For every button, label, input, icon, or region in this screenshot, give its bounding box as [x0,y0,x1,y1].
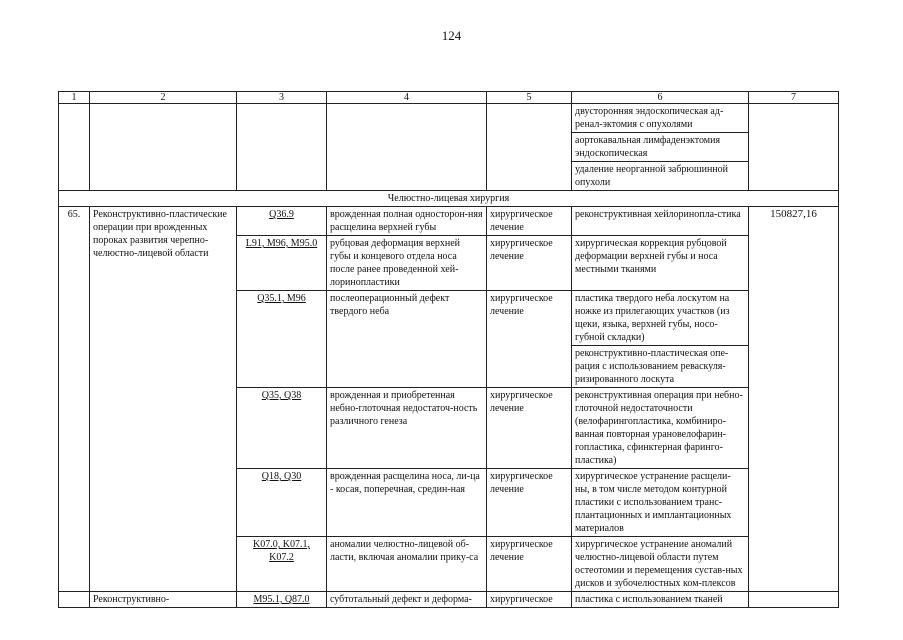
column-number: 2 [90,92,237,104]
treatment-cell: хирургическое лечение [487,236,572,291]
column-number: 6 [572,92,749,104]
treatment-table [58,91,839,608]
method-cell: двусторонняя эндоскопическая ад-ренал-эктомия с опухолями [572,104,749,133]
table-row [59,592,839,608]
icd-codes: Q18, Q30 [261,471,302,482]
operation-name: Реконструктивно- [90,592,237,608]
treatment-cell: хирургическое лечение [487,469,572,537]
method-cell: хирургическое устранение аномалий челюстно-лицевой области путем остеотомии и перемещения сустав-ных дисков и зубочелюстных ком-плексов [572,537,749,592]
method-cell: реконструктивная операция при небно-глоточной недостаточности (велофарингопластика, комбиниро-ванная повторная урановелофарин-гопластика, сфинктерная фаринго-пластика) [572,388,749,469]
page-number: 124 [441,28,462,43]
column-number: 7 [749,92,839,104]
diagnosis-cell: врожденная полная односторон-няя расщелина верхней губы [327,207,487,236]
treatment-cell: хирургическое лечение [487,388,572,469]
diagnosis-cell: рубцовая деформация верхней губы и концевого отдела носа после ранее проведенной хей-лоринопластики [327,236,487,291]
continuation-row [59,104,839,133]
method-cell: реконструктивная хейлоринопла-стика [572,207,749,236]
diagnosis-cell: аномалии челюстно-лицевой об-ласти, включая аномалии прику-са [327,537,487,592]
column-number-row [59,92,839,104]
method-cell: удаление неорганной забрюшинной опухоли [572,162,749,191]
diagnosis-cell: врожденная и приобретенная небно-глоточная недостаточ-ность различного генеза [327,388,487,469]
method-cell: хирургическая коррекция рубцовой деформации верхней губы и носа местными тканями [572,236,749,291]
method-cell: пластика твердого неба лоскутом на ножке из прилегающих участков (из щеки, языка, верхней губы, носо-губной складки) [572,291,749,346]
icd-codes: Q36.9 [269,209,294,220]
row-number: 65. [59,207,90,592]
diagnosis-cell: субтотальный дефект и деформа- [327,592,487,608]
icd-codes: K07.0, K07.1, K07.2 [253,539,310,563]
icd-codes: L91, M96, M95.0 [245,238,318,249]
section-row [59,191,839,207]
table-row [59,207,839,236]
column-number: 4 [327,92,487,104]
icd-codes: Q35, Q38 [261,390,302,401]
section-title: Челюстно-лицевая хирургия [59,191,839,207]
diagnosis-cell: послеоперационный дефект твердого неба [327,291,487,388]
column-number: 3 [237,92,327,104]
treatment-cell: хирургическое лечение [487,291,572,388]
price-cell: 150827,16 [749,207,839,592]
treatment-cell: хирургическое [487,592,572,608]
treatment-cell: хирургическое лечение [487,207,572,236]
method-cell: пластика с использованием тканей [572,592,749,608]
operation-name: Реконструктивно-пластические операции при врожденных пороках развития черепно-челюстно-лицевой области [90,207,237,592]
diagnosis-cell: врожденная расщелина носа, ли-ца - косая, поперечная, средин-ная [327,469,487,537]
icd-codes: M95.1, Q87.0 [253,594,310,605]
method-cell: аортокавальная лимфаденэктомия эндоскопическая [572,133,749,162]
column-number: 5 [487,92,572,104]
icd-codes: Q35.1, M96 [257,293,306,304]
treatment-cell: хирургическое лечение [487,537,572,592]
method-cell: реконструктивно-пластическая опе-рация с использованием реваскуля-ризированного лоскута [572,346,749,388]
column-number: 1 [59,92,90,104]
method-cell: хирургическое устранение расщели-ны, в том числе методом контурной пластики с использованием транс-плантационных и имплантационных материалов [572,469,749,537]
